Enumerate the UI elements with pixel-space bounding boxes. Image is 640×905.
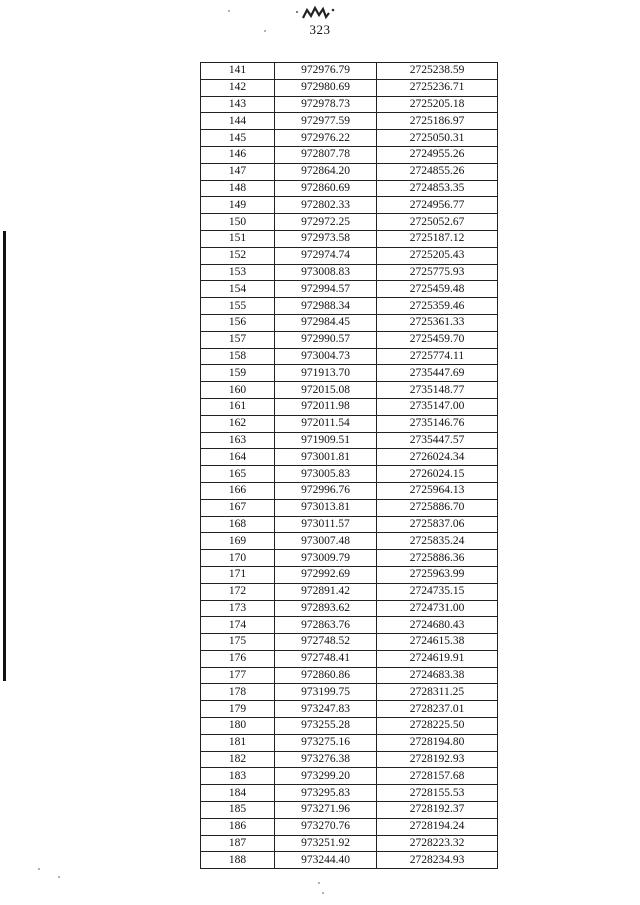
table-row: [201, 802, 498, 819]
x-coordinate-cell: 973255.28: [275, 718, 377, 735]
y-coordinate-cell: 2724680.43: [377, 617, 498, 634]
x-coordinate-cell: 972802.33: [275, 197, 377, 214]
table-row: [201, 600, 498, 617]
y-coordinate-cell: 2724683.38: [377, 667, 498, 684]
x-coordinate-cell: 973275.16: [275, 734, 377, 751]
table-row: [201, 550, 498, 567]
x-coordinate-cell: 973008.83: [275, 264, 377, 281]
y-coordinate-cell: 2725837.06: [377, 516, 498, 533]
point-number-cell: 181: [201, 734, 275, 751]
table-row: [201, 718, 498, 735]
x-coordinate-cell: 972994.57: [275, 281, 377, 298]
table-row: [201, 163, 498, 180]
table-row: [201, 264, 498, 281]
page-number: 323: [309, 22, 331, 37]
y-coordinate-cell: 2725187.12: [377, 230, 498, 247]
x-coordinate-cell: 972748.41: [275, 650, 377, 667]
table-row: [201, 617, 498, 634]
x-coordinate-cell: 972972.25: [275, 214, 377, 231]
y-coordinate-cell: 2728234.93: [377, 852, 498, 869]
x-coordinate-cell: 971909.51: [275, 432, 377, 449]
point-number-cell: 185: [201, 802, 275, 819]
binding-edge-mark: [3, 231, 6, 681]
table-row: [201, 230, 498, 247]
table-row: [201, 835, 498, 852]
point-number-cell: 182: [201, 751, 275, 768]
y-coordinate-cell: 2725205.43: [377, 247, 498, 264]
point-number-cell: 150: [201, 214, 275, 231]
point-number-cell: 187: [201, 835, 275, 852]
y-coordinate-cell: 2735147.00: [377, 398, 498, 415]
table-row: [201, 684, 498, 701]
x-coordinate-cell: 973270.76: [275, 818, 377, 835]
x-coordinate-cell: 973009.79: [275, 550, 377, 567]
point-number-cell: 176: [201, 650, 275, 667]
point-number-cell: 143: [201, 96, 275, 113]
x-coordinate-cell: 972860.86: [275, 667, 377, 684]
scan-speck: [318, 882, 320, 884]
y-coordinate-cell: 2725835.24: [377, 533, 498, 550]
x-coordinate-cell: 973004.73: [275, 348, 377, 365]
point-number-cell: 157: [201, 331, 275, 348]
table-row: [201, 365, 498, 382]
x-coordinate-cell: 973005.83: [275, 466, 377, 483]
y-coordinate-cell: 2725964.13: [377, 482, 498, 499]
table-row: [201, 382, 498, 399]
x-coordinate-cell: 973295.83: [275, 785, 377, 802]
y-coordinate-cell: 2735146.76: [377, 415, 498, 432]
point-number-cell: 152: [201, 247, 275, 264]
y-coordinate-cell: 2725886.70: [377, 499, 498, 516]
table-row: [201, 482, 498, 499]
y-coordinate-cell: 2735447.57: [377, 432, 498, 449]
scan-speck: [322, 892, 324, 894]
point-number-cell: 167: [201, 499, 275, 516]
x-coordinate-cell: 972860.69: [275, 180, 377, 197]
x-coordinate-cell: 972864.20: [275, 163, 377, 180]
y-coordinate-cell: 2724956.77: [377, 197, 498, 214]
x-coordinate-cell: 973247.83: [275, 701, 377, 718]
y-coordinate-cell: 2728157.68: [377, 768, 498, 785]
x-coordinate-cell: 972011.54: [275, 415, 377, 432]
x-coordinate-cell: 972015.08: [275, 382, 377, 399]
point-number-cell: 171: [201, 566, 275, 583]
x-coordinate-cell: 972990.57: [275, 331, 377, 348]
x-coordinate-cell: 973251.92: [275, 835, 377, 852]
point-number-cell: 162: [201, 415, 275, 432]
table-row: [201, 247, 498, 264]
x-coordinate-cell: 973299.20: [275, 768, 377, 785]
table-row: [201, 785, 498, 802]
x-coordinate-cell: 972980.69: [275, 79, 377, 96]
y-coordinate-cell: 2725236.71: [377, 79, 498, 96]
y-coordinate-cell: 2735447.69: [377, 365, 498, 382]
x-coordinate-cell: 972976.22: [275, 130, 377, 147]
point-number-cell: 164: [201, 449, 275, 466]
x-coordinate-cell: 972974.74: [275, 247, 377, 264]
x-coordinate-cell: 973271.96: [275, 802, 377, 819]
y-coordinate-cell: 2724955.26: [377, 146, 498, 163]
table-row: [201, 130, 498, 147]
table-row: [201, 113, 498, 130]
table-row: [201, 415, 498, 432]
point-number-cell: 169: [201, 533, 275, 550]
point-number-cell: 173: [201, 600, 275, 617]
table-row: [201, 533, 498, 550]
point-number-cell: 175: [201, 634, 275, 651]
y-coordinate-cell: 2725459.70: [377, 331, 498, 348]
x-coordinate-cell: 972863.76: [275, 617, 377, 634]
table-row: [201, 634, 498, 651]
point-number-cell: 160: [201, 382, 275, 399]
x-coordinate-cell: 973011.57: [275, 516, 377, 533]
x-coordinate-cell: 972973.58: [275, 230, 377, 247]
y-coordinate-cell: 2725052.67: [377, 214, 498, 231]
x-coordinate-cell: 972988.34: [275, 298, 377, 315]
y-coordinate-cell: 2725238.59: [377, 63, 498, 80]
table-row: [201, 650, 498, 667]
table-row: [201, 818, 498, 835]
point-number-cell: 174: [201, 617, 275, 634]
point-number-cell: 161: [201, 398, 275, 415]
y-coordinate-cell: 2725205.18: [377, 96, 498, 113]
table-row: [201, 298, 498, 315]
x-coordinate-cell: 973199.75: [275, 684, 377, 701]
table-row: [201, 331, 498, 348]
y-coordinate-cell: 2724855.26: [377, 163, 498, 180]
x-coordinate-cell: 973244.40: [275, 852, 377, 869]
point-number-cell: 147: [201, 163, 275, 180]
table-row: [201, 314, 498, 331]
scan-speck: [228, 10, 230, 12]
y-coordinate-cell: 2724615.38: [377, 634, 498, 651]
y-coordinate-cell: 2725359.46: [377, 298, 498, 315]
point-number-cell: 142: [201, 79, 275, 96]
table-row: [201, 63, 498, 80]
table-row: [201, 516, 498, 533]
y-coordinate-cell: 2725186.97: [377, 113, 498, 130]
table-row: [201, 398, 498, 415]
point-number-cell: 163: [201, 432, 275, 449]
point-number-cell: 154: [201, 281, 275, 298]
table-row: [201, 197, 498, 214]
y-coordinate-cell: 2728155.53: [377, 785, 498, 802]
y-coordinate-cell: 2728223.32: [377, 835, 498, 852]
point-number-cell: 177: [201, 667, 275, 684]
table-row: [201, 180, 498, 197]
x-coordinate-cell: 972996.76: [275, 482, 377, 499]
y-coordinate-cell: 2728192.37: [377, 802, 498, 819]
point-number-cell: 156: [201, 314, 275, 331]
x-coordinate-cell: 972807.78: [275, 146, 377, 163]
y-coordinate-cell: 2725774.11: [377, 348, 498, 365]
x-coordinate-cell: 972992.69: [275, 566, 377, 583]
scan-speck: [264, 30, 266, 32]
point-number-cell: 153: [201, 264, 275, 281]
table-row: [201, 768, 498, 785]
x-coordinate-cell: 972977.59: [275, 113, 377, 130]
table-row: [201, 499, 498, 516]
y-coordinate-cell: 2724735.15: [377, 583, 498, 600]
table-row: [201, 701, 498, 718]
y-coordinate-cell: 2728194.24: [377, 818, 498, 835]
point-number-cell: 159: [201, 365, 275, 382]
table-row: [201, 281, 498, 298]
x-coordinate-cell: 972891.42: [275, 583, 377, 600]
coordinate-table: [200, 62, 498, 869]
point-number-cell: 179: [201, 701, 275, 718]
y-coordinate-cell: 2728225.50: [377, 718, 498, 735]
y-coordinate-cell: 2725886.36: [377, 550, 498, 567]
point-number-cell: 165: [201, 466, 275, 483]
y-coordinate-cell: 2726024.15: [377, 466, 498, 483]
x-coordinate-cell: 972978.73: [275, 96, 377, 113]
x-coordinate-cell: 972748.52: [275, 634, 377, 651]
table-row: [201, 432, 498, 449]
table-row: [201, 667, 498, 684]
point-number-cell: 178: [201, 684, 275, 701]
point-number-cell: 184: [201, 785, 275, 802]
point-number-cell: 144: [201, 113, 275, 130]
y-coordinate-cell: 2725050.31: [377, 130, 498, 147]
x-coordinate-cell: 973007.48: [275, 533, 377, 550]
y-coordinate-cell: 2725459.48: [377, 281, 498, 298]
y-coordinate-cell: 2724619.91: [377, 650, 498, 667]
y-coordinate-cell: 2726024.34: [377, 449, 498, 466]
y-coordinate-cell: 2728237.01: [377, 701, 498, 718]
table-row: [201, 146, 498, 163]
point-number-cell: 172: [201, 583, 275, 600]
x-coordinate-cell: 971913.70: [275, 365, 377, 382]
y-coordinate-cell: 2725775.93: [377, 264, 498, 281]
x-coordinate-cell: 972893.62: [275, 600, 377, 617]
point-number-cell: 145: [201, 130, 275, 147]
y-coordinate-cell: 2724731.00: [377, 600, 498, 617]
x-coordinate-cell: 973276.38: [275, 751, 377, 768]
y-coordinate-cell: 2724853.35: [377, 180, 498, 197]
table-row: [201, 449, 498, 466]
point-number-cell: 146: [201, 146, 275, 163]
table-row: [201, 214, 498, 231]
y-coordinate-cell: 2735148.77: [377, 382, 498, 399]
y-coordinate-cell: 2728194.80: [377, 734, 498, 751]
table-row: [201, 566, 498, 583]
x-coordinate-cell: 973001.81: [275, 449, 377, 466]
x-coordinate-cell: 972011.98: [275, 398, 377, 415]
y-coordinate-cell: 2725963.99: [377, 566, 498, 583]
table-row: [201, 466, 498, 483]
point-number-cell: 180: [201, 718, 275, 735]
point-number-cell: 151: [201, 230, 275, 247]
table-row: [201, 96, 498, 113]
point-number-cell: 168: [201, 516, 275, 533]
point-number-cell: 170: [201, 550, 275, 567]
point-number-cell: 166: [201, 482, 275, 499]
point-number-cell: 148: [201, 180, 275, 197]
point-number-cell: 149: [201, 197, 275, 214]
point-number-cell: 188: [201, 852, 275, 869]
point-number-cell: 183: [201, 768, 275, 785]
table-row: [201, 852, 498, 869]
x-coordinate-cell: 972976.79: [275, 63, 377, 80]
x-coordinate-cell: 972984.45: [275, 314, 377, 331]
point-number-cell: 158: [201, 348, 275, 365]
scan-speck: [58, 876, 60, 878]
table-row: [201, 734, 498, 751]
y-coordinate-cell: 2728311.25: [377, 684, 498, 701]
table-row: [201, 79, 498, 96]
point-number-cell: 186: [201, 818, 275, 835]
y-coordinate-cell: 2728192.93: [377, 751, 498, 768]
y-coordinate-cell: 2725361.33: [377, 314, 498, 331]
table-row: [201, 751, 498, 768]
scan-speck: [38, 868, 40, 870]
table-row: [201, 348, 498, 365]
point-number-cell: 141: [201, 63, 275, 80]
x-coordinate-cell: 973013.81: [275, 499, 377, 516]
table-row: [201, 583, 498, 600]
point-number-cell: 155: [201, 298, 275, 315]
coordinate-table-body: [201, 63, 498, 869]
